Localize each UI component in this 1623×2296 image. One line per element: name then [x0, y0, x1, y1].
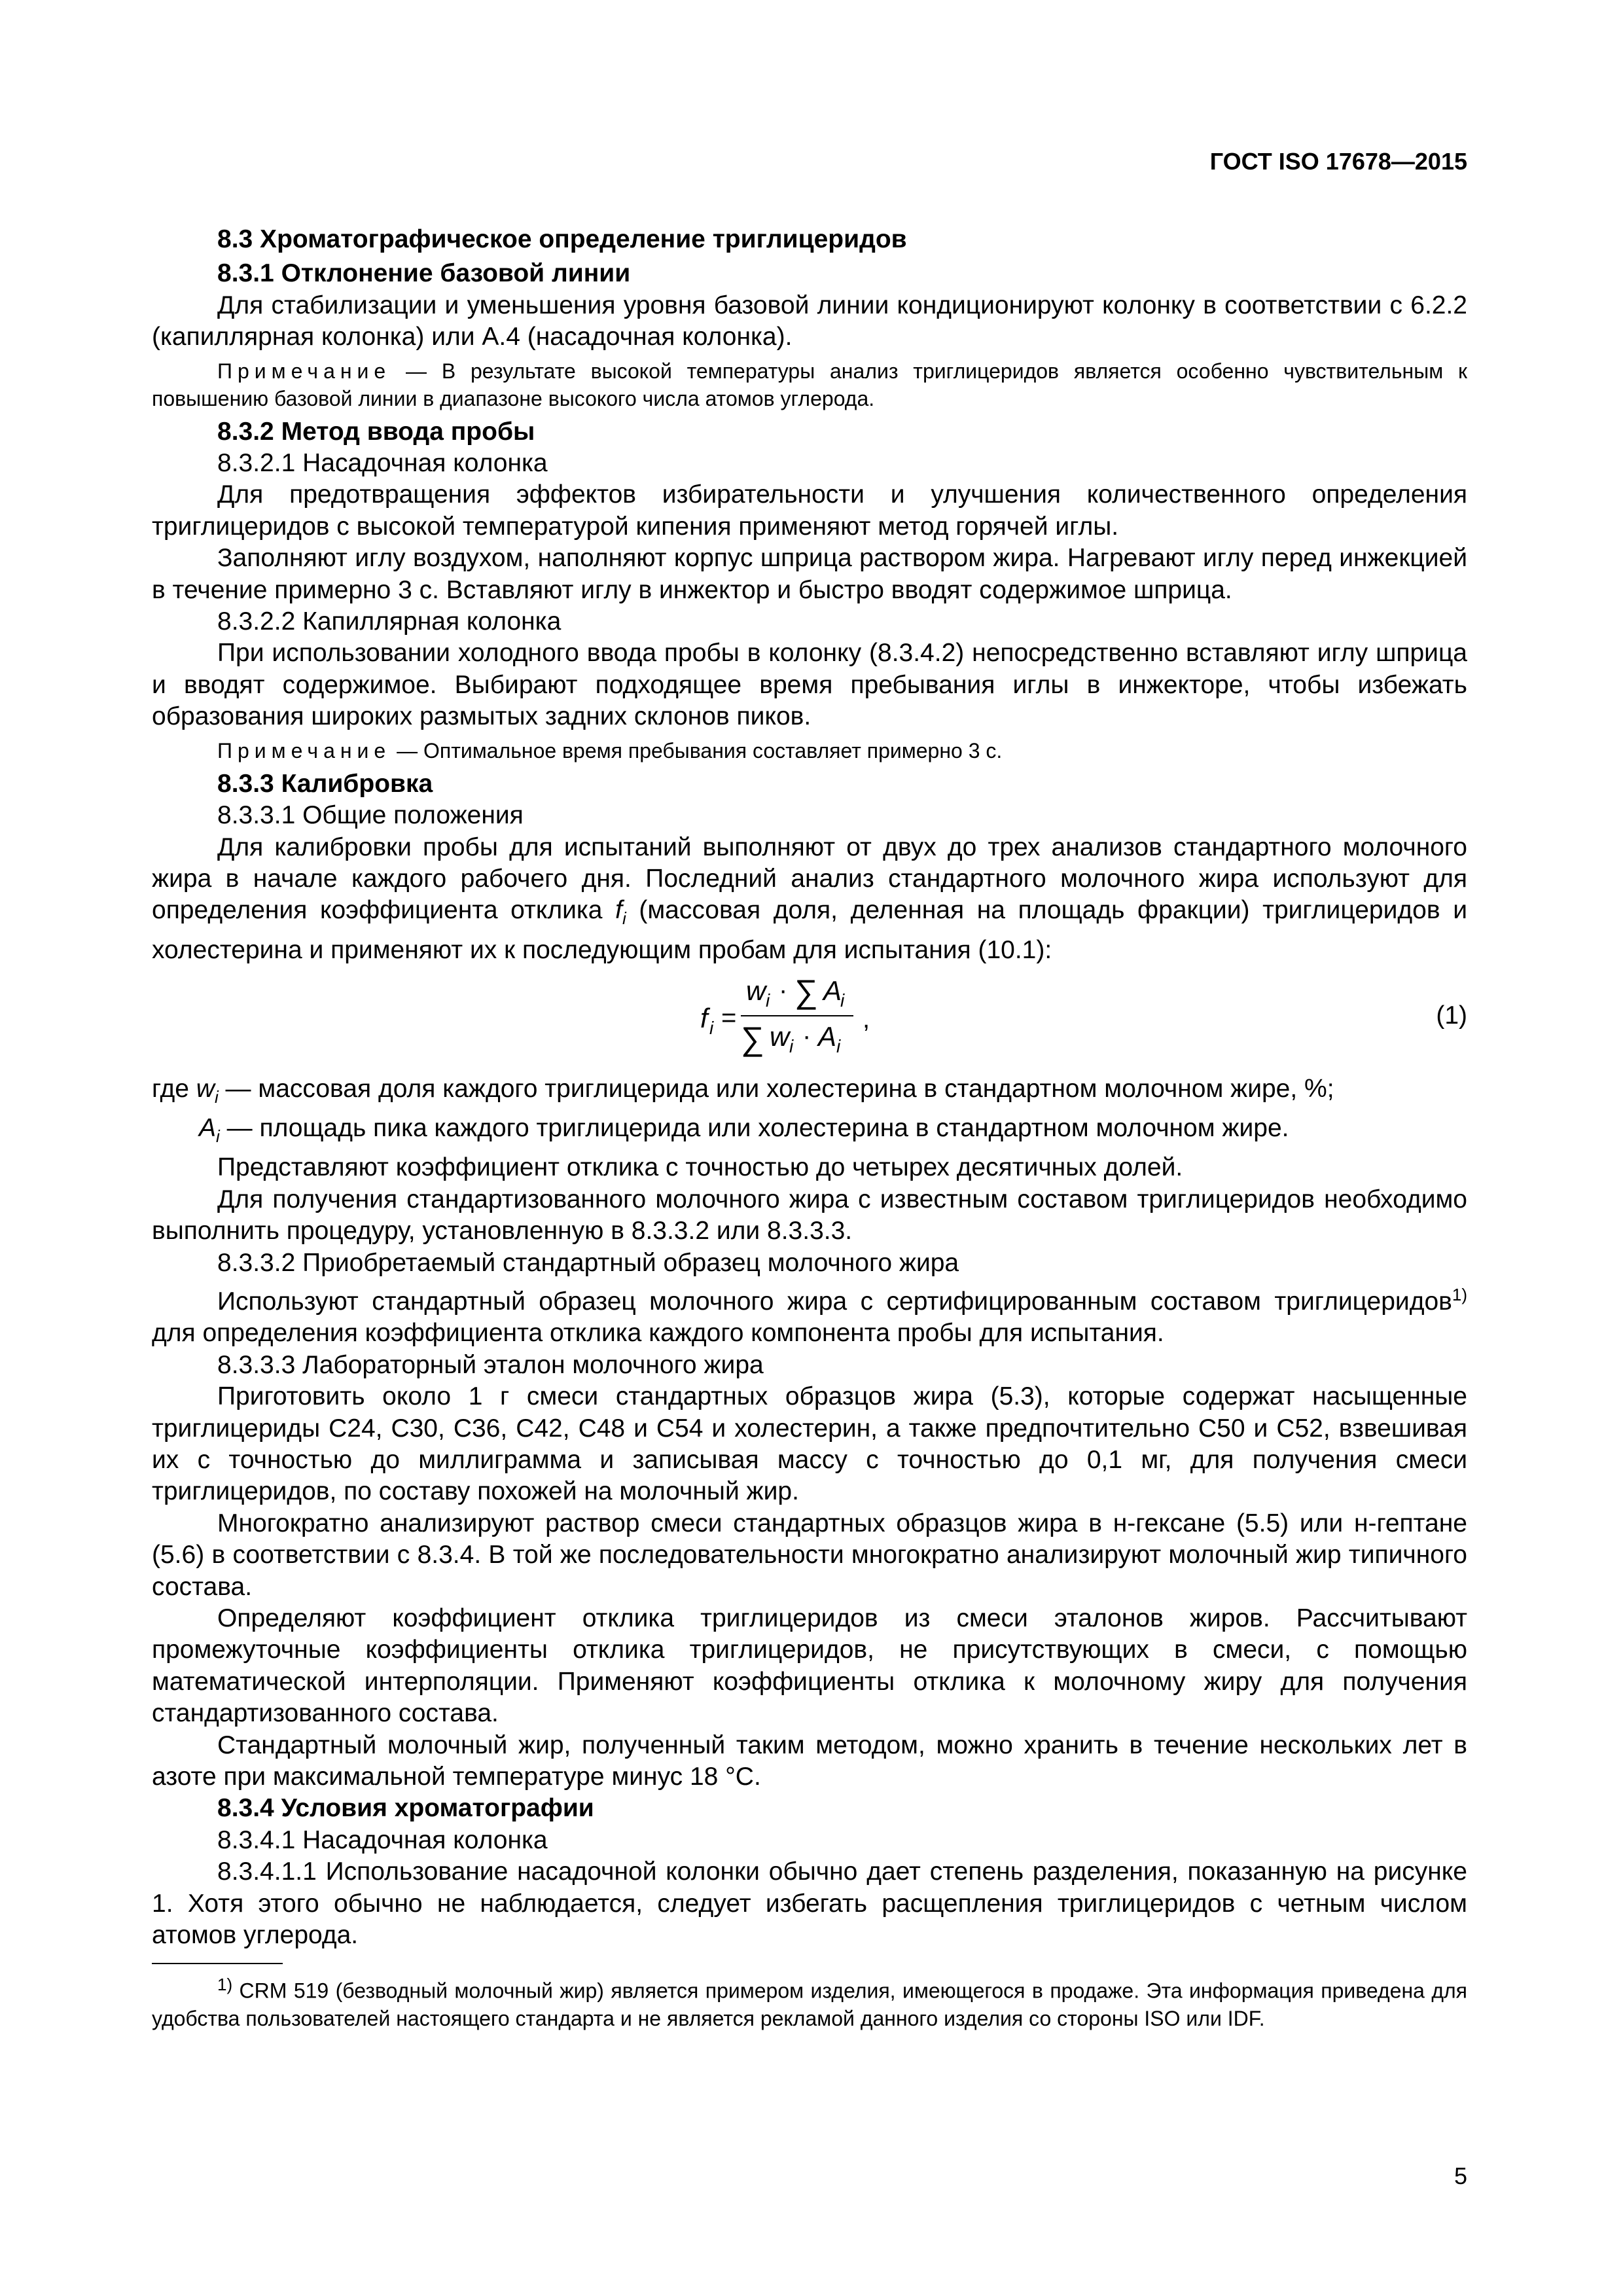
math-sub: i: [214, 1086, 219, 1107]
footnote-marker: 1): [217, 1975, 233, 1995]
formula-equals: =: [721, 1003, 737, 1032]
paragraph: Представляют коэффициент отклика с точностью до четырех десятичных долей.: [217, 1153, 1183, 1182]
footnote-separator: [152, 1963, 283, 1964]
text-run: Используют стандартный образец молочного жира с сертифицированным составом триглицеридов: [217, 1287, 1452, 1316]
paragraph: Стандартный молочный жир, полученный таким методом, можно хранить в течение нескольких лет в азоте при максимальной температуре минус 18 °С.: [152, 1731, 1467, 1791]
text-run: — площадь пика каждого триглицерида или холестерина в стандартном молочном жире.: [219, 1114, 1289, 1143]
math-var: A: [199, 1114, 217, 1143]
formula-svg: [152, 969, 1467, 1067]
paragraph: Для предотвращения эффектов избирательности и улучшения количественного определения триглицеридов с высокой температурой кипения применяют метод горячей иглы.: [152, 480, 1467, 541]
formula-den-dot: ·: [802, 1021, 812, 1050]
section-heading-8-3-2: 8.3.2 Метод ввода пробы: [217, 417, 535, 446]
formula-den-w: w: [770, 1020, 790, 1052]
formula-num-A: A: [823, 975, 842, 1006]
text-run: — массовая доля каждого триглицерида или холестерина в стандартном молочном жире, %;: [218, 1074, 1334, 1103]
math-var: w: [196, 1074, 215, 1103]
formula-den-w-sub: i: [789, 1035, 794, 1056]
formula-num-A-sub: i: [840, 990, 845, 1011]
paragraph: Для получения стандартизованного молочного жира с известным составом триглицеридов необходимо выполнить процедуру, установленную в 8.3.3.2 или 8.3.3.3.: [152, 1185, 1467, 1246]
where-line: [152, 1113, 1467, 1152]
note: [152, 737, 1467, 764]
formula-num-w-sub: i: [766, 990, 770, 1011]
equation-number: (1): [1436, 1001, 1467, 1030]
math-sub: i: [622, 908, 626, 929]
paragraph: [152, 832, 1467, 966]
paragraph: [152, 1279, 1467, 1350]
math-var: f: [615, 896, 622, 925]
formula-den-A-sub: i: [836, 1035, 841, 1056]
paragraph: Определяют коэффициент отклика триглицеридов из смеси эталонов жиров. Рассчитывают промежуточные коэффициенты отклика триглицеридов, не присутствующих в смеси, с помощью математической интерполяции. Применяют коэффициенты отклика к молочному жиру для получения стандартизованного состава.: [152, 1604, 1467, 1728]
subsection-title: 8.3.3.3 Лабораторный эталон молочного жира: [217, 1350, 764, 1379]
subsection-title: 8.3.3.1 Общие положения: [217, 801, 524, 830]
formula-den-sum: ∑: [741, 1020, 764, 1057]
page-number: 5: [1454, 2162, 1467, 2189]
subsection-title: 8.3.2.1 Насадочная колонка: [217, 449, 548, 478]
formula-lhs-sub: i: [709, 1017, 714, 1038]
footnote: [152, 1971, 1467, 2032]
paragraph: 8.3.4.1.1 Использование насадочной колонки обычно дает степень разделения, показанную на рисунке 1. Хотя этого обычно не наблюдается, следует избегать расщепления триглицеридов с четным числом атомов углерода.: [152, 1857, 1467, 1950]
document-code: ГОСТ ISO 17678—2015: [1209, 148, 1467, 175]
paragraph: Заполняют иглу воздухом, наполняют корпус шприца раствором жира. Нагревают иглу перед инжекцией в течение примерно 3 с. Вставляют иглу в инжектор и быстро вводят содержимое шприца.: [152, 544, 1467, 604]
formula-num-w: w: [746, 975, 766, 1006]
note-label: Примечание: [217, 738, 391, 762]
footnote-text: CRM 519 (безводный молочный жир) является примером изделия, имеющегося в продаже. Эта информация приведена для удобства пользователей настоящего стандарта и не является рекламой данного изделия со стороны ISO или IDF.: [152, 1979, 1467, 2031]
text-run: Для калибровки пробы для испытаний выполняют от двух до трех анализов стандартного молочного жира в начале каждого рабочего дня. Последний анализ стандартного молочного жира используют для определения коэффициента отклика: [152, 833, 1467, 925]
note-text: — В результате высокой температуры анализ триглицеридов является особенно чувствительным к повышению базовой линии в диапазоне высокого числа атомов углерода.: [152, 359, 1467, 410]
formula-num-dot: ·: [779, 975, 788, 1005]
section-heading-8-3-1: 8.3.1 Отклонение базовой линии: [217, 259, 631, 288]
paragraph: При использовании холодного ввода пробы в колонку (8.3.4.2) непосредственно вставляют иглу шприца и вводят содержимое. Выбирают подходящее время пребывания иглы в инжекторе, чтобы избежать образования широких размытых задних склонов пиков.: [152, 639, 1467, 731]
formula-block: [152, 969, 1467, 1067]
note: [152, 357, 1467, 412]
text-run: где: [152, 1074, 196, 1103]
subsection-title: 8.3.3.2 Приобретаемый стандартный образец молочного жира: [217, 1248, 959, 1277]
document-body: [152, 221, 1467, 2032]
formula-lhs: f: [700, 1002, 708, 1033]
section-heading-8-3: 8.3 Хроматографическое определение триглицеридов: [217, 225, 907, 253]
text-run: для определения коэффициента отклика каждого компонента пробы для испытания.: [152, 1319, 1164, 1348]
section-heading-8-3-3: 8.3.3 Калибровка: [217, 769, 433, 798]
paragraph: Для стабилизации и уменьшения уровня базовой линии кондиционируют колонку в соответствии с 6.2.2 (капиллярная колонка) или А.4 (насадочная колонка).: [152, 291, 1467, 351]
subsection-title: 8.3.2.2 Капиллярная колонка: [217, 607, 562, 636]
note-text: — Оптимальное время пребывания составляет примерно 3 с.: [391, 738, 1003, 762]
section-heading-8-3-4: 8.3.4 Условия хроматографии: [217, 1794, 594, 1823]
paragraph: Многократно анализируют раствор смеси стандартных образцов жира в н-гексане (5.5) или н-гептане (5.6) в соответствии с 8.3.4. В той же последовательности многократно анализируют молочный жир типичного состава.: [152, 1509, 1467, 1601]
note-label: Примечание: [217, 359, 391, 383]
formula-comma: ,: [863, 1004, 870, 1033]
math-sub: i: [216, 1126, 220, 1146]
text-run: (массовая доля, деленная на площадь фракции) триглицеридов и холестерина и применяют их к последующим пробам для испытания (10.1):: [152, 896, 1467, 964]
footnote-ref: 1): [1452, 1284, 1467, 1304]
subsection-title: 8.3.4.1 Насадочная колонка: [217, 1825, 548, 1854]
paragraph: Приготовить около 1 г смеси стандартных образцов жира (5.3), которые содержат насыщенные триглицериды С24, С30, С36, С42, С48 и С54 и холестерин, а также предпочтительно С50 и С52, взвешивая их с точностью до миллиграмма и записывая массу с точностью до 0,1 мг, для получения смеси триглицеридов, по составу похожей на молочный жир.: [152, 1382, 1467, 1506]
formula-den-A: A: [818, 1020, 837, 1052]
formula-num-sum: ∑: [794, 973, 818, 1010]
where-line: [152, 1073, 1467, 1113]
